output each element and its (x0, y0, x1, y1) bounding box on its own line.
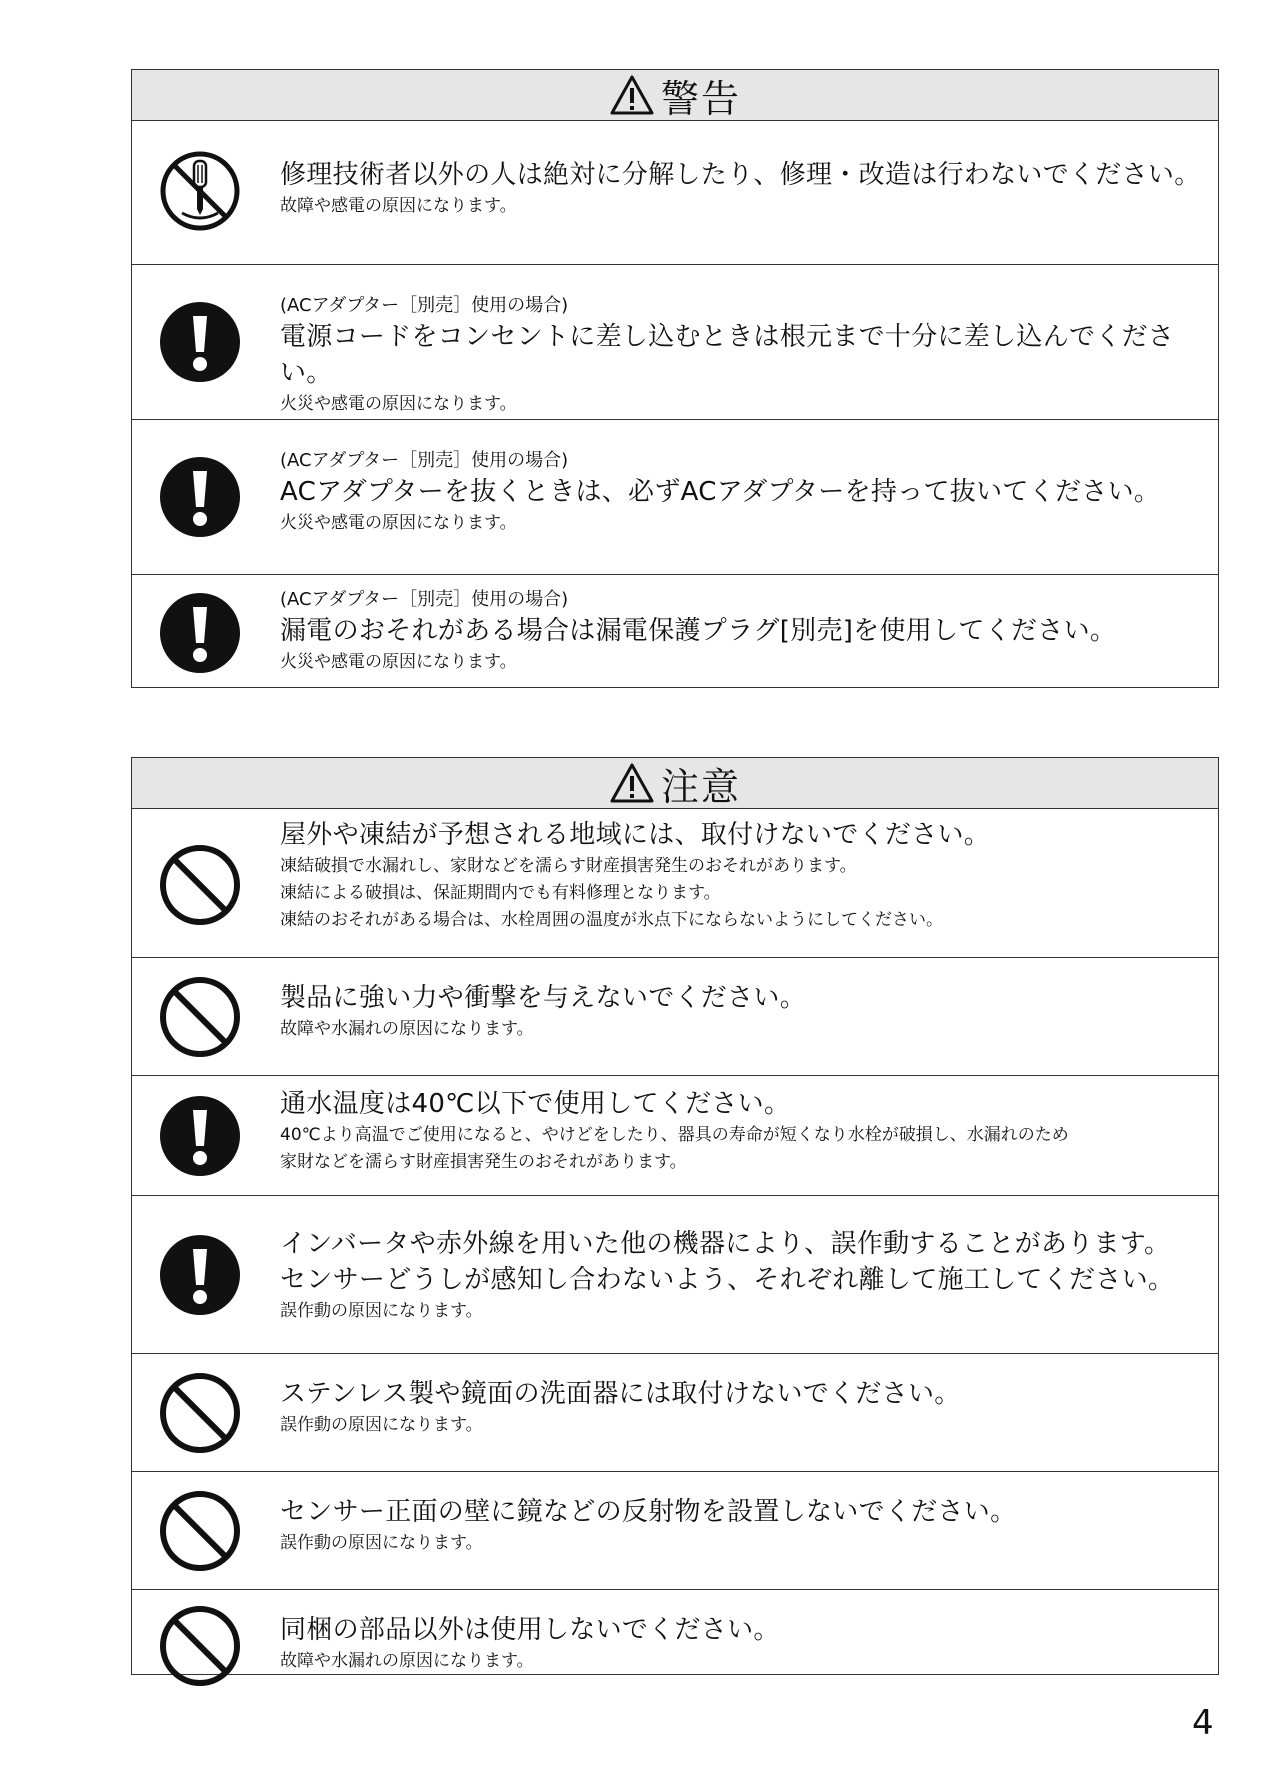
caution-item (132, 1353, 1218, 1471)
caution-box (131, 757, 1219, 1675)
usage-condition-text: (ACアダプター［別売］使用の場合) (280, 295, 569, 316)
warning-header (132, 70, 1218, 121)
warning-box (131, 69, 1219, 688)
warning-item (132, 121, 1218, 264)
caution-sub-text: 故障や水漏れの原因になります。 (280, 1651, 534, 1671)
warning-triangle-icon (609, 762, 655, 804)
warning-main-text: 漏電のおそれがある場合は漏電保護プラグ[別売]を使用してください。 (280, 616, 1117, 646)
warning-title: 警告 (660, 76, 741, 121)
caution-item (132, 1195, 1218, 1353)
caution-main-text: 製品に強い力や衝撃を与えないでください。 (280, 983, 807, 1013)
caution-title: 注意 (660, 764, 741, 809)
caution-item (132, 1589, 1218, 1675)
prohibition-icon (158, 975, 242, 1059)
warning-main-text: 修理技術者以外の人は絶対に分解したり、修理・改造は行わないでください。 (280, 160, 1201, 190)
warning-sub-text: 故障や感電の原因になります。 (280, 196, 517, 216)
warning-sub-text: 火災や感電の原因になります。 (280, 513, 517, 533)
mandatory-icon (158, 455, 242, 539)
warning-sub-text: 火災や感電の原因になります。 (280, 652, 517, 672)
warning-item (132, 264, 1218, 419)
caution-main-text: 屋外や凍結が予想される地域には、取付けないでください。 (280, 820, 991, 850)
caution-item (132, 957, 1218, 1075)
caution-sub-text: 誤作動の原因になります。 (280, 1415, 483, 1435)
caution-item (132, 809, 1218, 957)
caution-sub-text: 40℃より高温でご使用になると、やけどをしたり、器具の寿命が短くなり水栓が破損し、水漏れのため (280, 1125, 1069, 1145)
caution-sub-text: 故障や水漏れの原因になります。 (280, 1019, 534, 1039)
warning-main-text: 電源コードをコンセントに差し込むときは根元まで十分に差し込んでください。 (280, 322, 1175, 388)
warning-main-text: ACアダプターを抜くときは、必ずACアダプターを持って抜いてください。 (280, 477, 1161, 507)
caution-item (132, 1075, 1218, 1195)
caution-sub-text: 凍結破損で水漏れし、家財などを濡らす財産損害発生のおそれがあります。 (280, 856, 857, 876)
mandatory-icon (158, 300, 242, 384)
prohibition-icon (158, 843, 242, 927)
caution-sub-text: 家財などを濡らす財産損害発生のおそれがあります。 (280, 1152, 687, 1172)
page-number: 4 (1192, 1703, 1214, 1743)
caution-item (132, 1471, 1218, 1589)
caution-sub-text: 誤作動の原因になります。 (280, 1533, 483, 1553)
warning-sub-text: 火災や感電の原因になります。 (280, 394, 517, 414)
prohibition-icon (158, 1489, 242, 1573)
warning-item (132, 574, 1218, 690)
caution-main-text: センサー正面の壁に鏡などの反射物を設置しないでください。 (280, 1497, 1017, 1527)
prohibition-icon (158, 1371, 242, 1455)
warning-triangle-icon (609, 74, 655, 116)
caution-main-text: インバータや赤外線を用いた他の機器により、誤作動することがあります。 (280, 1229, 1171, 1259)
caution-header (132, 758, 1218, 809)
mandatory-icon (158, 591, 242, 675)
caution-sub-text: 誤作動の原因になります。 (280, 1301, 483, 1321)
caution-main-text-line2: センサーどうしが感知し合わないよう、それぞれ離して施工してください。 (280, 1265, 1175, 1295)
caution-sub-text: 凍結のおそれがある場合は、水栓周囲の温度が氷点下にならないようにしてください。 (280, 910, 943, 930)
warning-item (132, 419, 1218, 574)
no-disassembly-icon (158, 149, 242, 233)
mandatory-icon (158, 1233, 242, 1317)
caution-sub-text: 凍結による破損は、保証期間内でも有料修理となります。 (280, 883, 721, 903)
mandatory-icon (158, 1094, 242, 1178)
usage-condition-text: (ACアダプター［別売］使用の場合) (280, 450, 569, 471)
caution-main-text: ステンレス製や鏡面の洗面器には取付けないでください。 (280, 1379, 961, 1409)
prohibition-icon (158, 1604, 242, 1688)
caution-main-text: 同梱の部品以外は使用しないでください。 (280, 1615, 780, 1645)
caution-main-text: 通水温度は40℃以下で使用してください。 (280, 1089, 791, 1119)
usage-condition-text: (ACアダプター［別売］使用の場合) (280, 589, 569, 610)
